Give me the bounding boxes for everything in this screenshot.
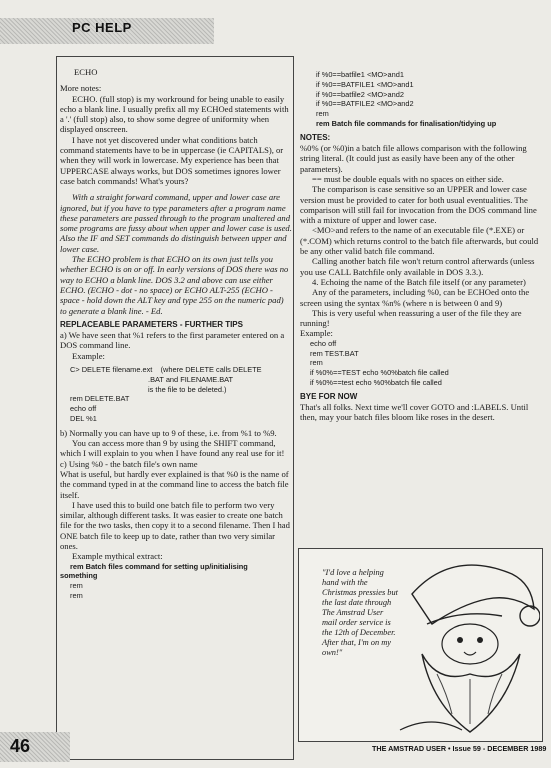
paragraph: b) Normally you can have up to 9 of these, i.e. from %1 to %9. (60, 427, 277, 438)
footer-credit (372, 744, 546, 753)
example-label: Example: (300, 328, 333, 339)
code-line: DEL %1 (70, 414, 97, 423)
bye-heading: BYE FOR NOW (300, 391, 358, 401)
code-line: something (60, 571, 98, 581)
code-line: rem TEST.BAT (310, 348, 359, 358)
code-line: rem (310, 358, 323, 368)
more-notes-label: More notes: (60, 83, 102, 94)
paragraph: I have used this to build one batch file to perform two very similar, although different tasks. It was easier to create one batch file for the two tasks, then copy it to a second filename. Then I had ONE batch file to keep up to date, rather than two very similar ones. (60, 499, 290, 552)
code-line: if %0%==TEST echo %0%batch file called (310, 368, 449, 378)
paragraph: <MO>and refers to the name of an executable file (*.EXE) or (*.COM) which returns control to the batch file afterwards, but could be any other valid batch file command. (300, 225, 539, 257)
example-label: Example mythical extract: (72, 551, 163, 562)
code-line: if %0==batfile2 <MO>and2 (316, 89, 404, 99)
magazine-name: THE AMSTRAD USER (372, 744, 447, 753)
code-line: rem (70, 581, 83, 591)
notes-heading: NOTES: (300, 132, 331, 142)
code-line: if %0==batfile1 <MO>and1 (316, 70, 404, 79)
paragraph: == must be double equals with no spaces on either side. (312, 173, 504, 184)
paragraph: c) Using %0 - the batch file's own name (60, 458, 198, 469)
code-line: is the file to be deleted.) (70, 384, 227, 394)
paragraph: Any of the parameters, including %0, can be ECHOed onto the screen using the syntax %n% (where n is between 0 and 9) (300, 287, 530, 308)
santa-callout: "I'd love a helping hand with the Christmas pressies but the last date through The Amstrad User mail order service is the 12th of December. After that, I'm on my own!" (322, 568, 399, 657)
paragraph: a) We have seen that %1 refers to the first parameter entered on a DOS command line. (60, 330, 285, 351)
code-line: echo off (70, 404, 97, 414)
code-line: if %0==BATFILE1 <MO>and1 (316, 79, 414, 89)
editor-note: The ECHO problem is that ECHO on its own just tells you whether ECHO is on or off. In early versions of DOS there was no way to ECHO a blank line. DOS 3.2 and above can use either ECHO. (ECHO - dot - no space) or ECHO ALT-255 (ECHO - space - hold down the ALT key and type 255 on the numeric pad) to generate a blank line. - Ed. (60, 254, 289, 316)
separator: • (448, 744, 453, 753)
code-line: if %0==BATFILE2 <MO>and2 (316, 99, 414, 109)
paragraph: ECHO. (full stop) is my workround for being unable to easily echo a blank line. I usually prefix all my ECHOed statements with a '.' (full stop) also, to show some degree of uniformity when displayed onscreen. (60, 93, 289, 135)
code-line: if %0%==test echo %0%batch file called (310, 377, 442, 387)
code-line: rem (316, 109, 329, 119)
issue-label: Issue 59 - DECEMBER 1989 (452, 744, 547, 753)
echo-heading: ECHO (74, 67, 98, 77)
code-line: .BAT and FILENAME.BAT (70, 374, 234, 384)
paragraph: 4. Echoing the name of the Batch file itself (or any parameter) (312, 276, 526, 287)
code-line: rem (70, 591, 83, 601)
paragraph: I have not yet discovered under what conditions batch command statements have to be in uppercase (ie CAPITALS), or when they will work in lowercase. My experience has been that UPPERCASE always works, but DOS sometimes ignores lower case batch commands! What's yours? (60, 134, 284, 186)
tips-heading: REPLACEABLE PARAMETERS - FURTHER TIPS (60, 319, 243, 329)
code-line: rem DELETE.BAT (70, 394, 130, 404)
code-line: rem Batch files command for setting up/initialising (70, 561, 248, 571)
paragraph: What is useful, but hardly ever explained is that %0 is the name of the command typed in at the command line to access the batch file itself. (60, 468, 289, 500)
code-line: C> DELETE filename.ext (where DELETE calls DELETE (70, 365, 262, 375)
paragraph: You can access more than 9 by using the SHIFT command, which I will explain to you when I have found any real use for it! (60, 438, 285, 459)
paragraph: %0% (or %0)in a batch file allows comparison with the following string literal. (It could just as easily have been any of the other parameters). (300, 143, 527, 174)
left-column (60, 67, 292, 601)
paragraph: This is very useful when reassuring a user of the file they are running! (300, 307, 522, 329)
right-column (300, 70, 540, 423)
paragraph: Calling another batch file won't return control afterwards (unless you use CALL Batchfile only available in DOS 3.3.). (300, 256, 535, 277)
code-line: rem Batch file commands for finalisation/tidying up (316, 118, 497, 128)
section-title: PC HELP (72, 20, 132, 35)
paragraph: The comparison is case sensitive so an UPPER and lower case version must be provided to cater for both usual eventualities. The comparison will still fail for invocation from the DOS command line with a mixture of upper and lower case. (300, 184, 537, 226)
editor-note: With a straight forward command, upper and lower case are ignored, but if you have to type parameters after a program name these parameters are passed through to the program unaltered and some programs are fussy about when upper and lower case is used. Also the IF and SET commands do distinguish between upper and lower case. (60, 192, 292, 254)
page-number: 46 (10, 736, 31, 756)
code-line: echo off (310, 338, 337, 348)
santa-illustration (392, 554, 540, 738)
paragraph: That's all folks. Next time we'll cover GOTO and :LABELS. Until then, may your batch files bloom like roses in the desert. (300, 402, 529, 423)
example-label: Example: (72, 350, 105, 361)
